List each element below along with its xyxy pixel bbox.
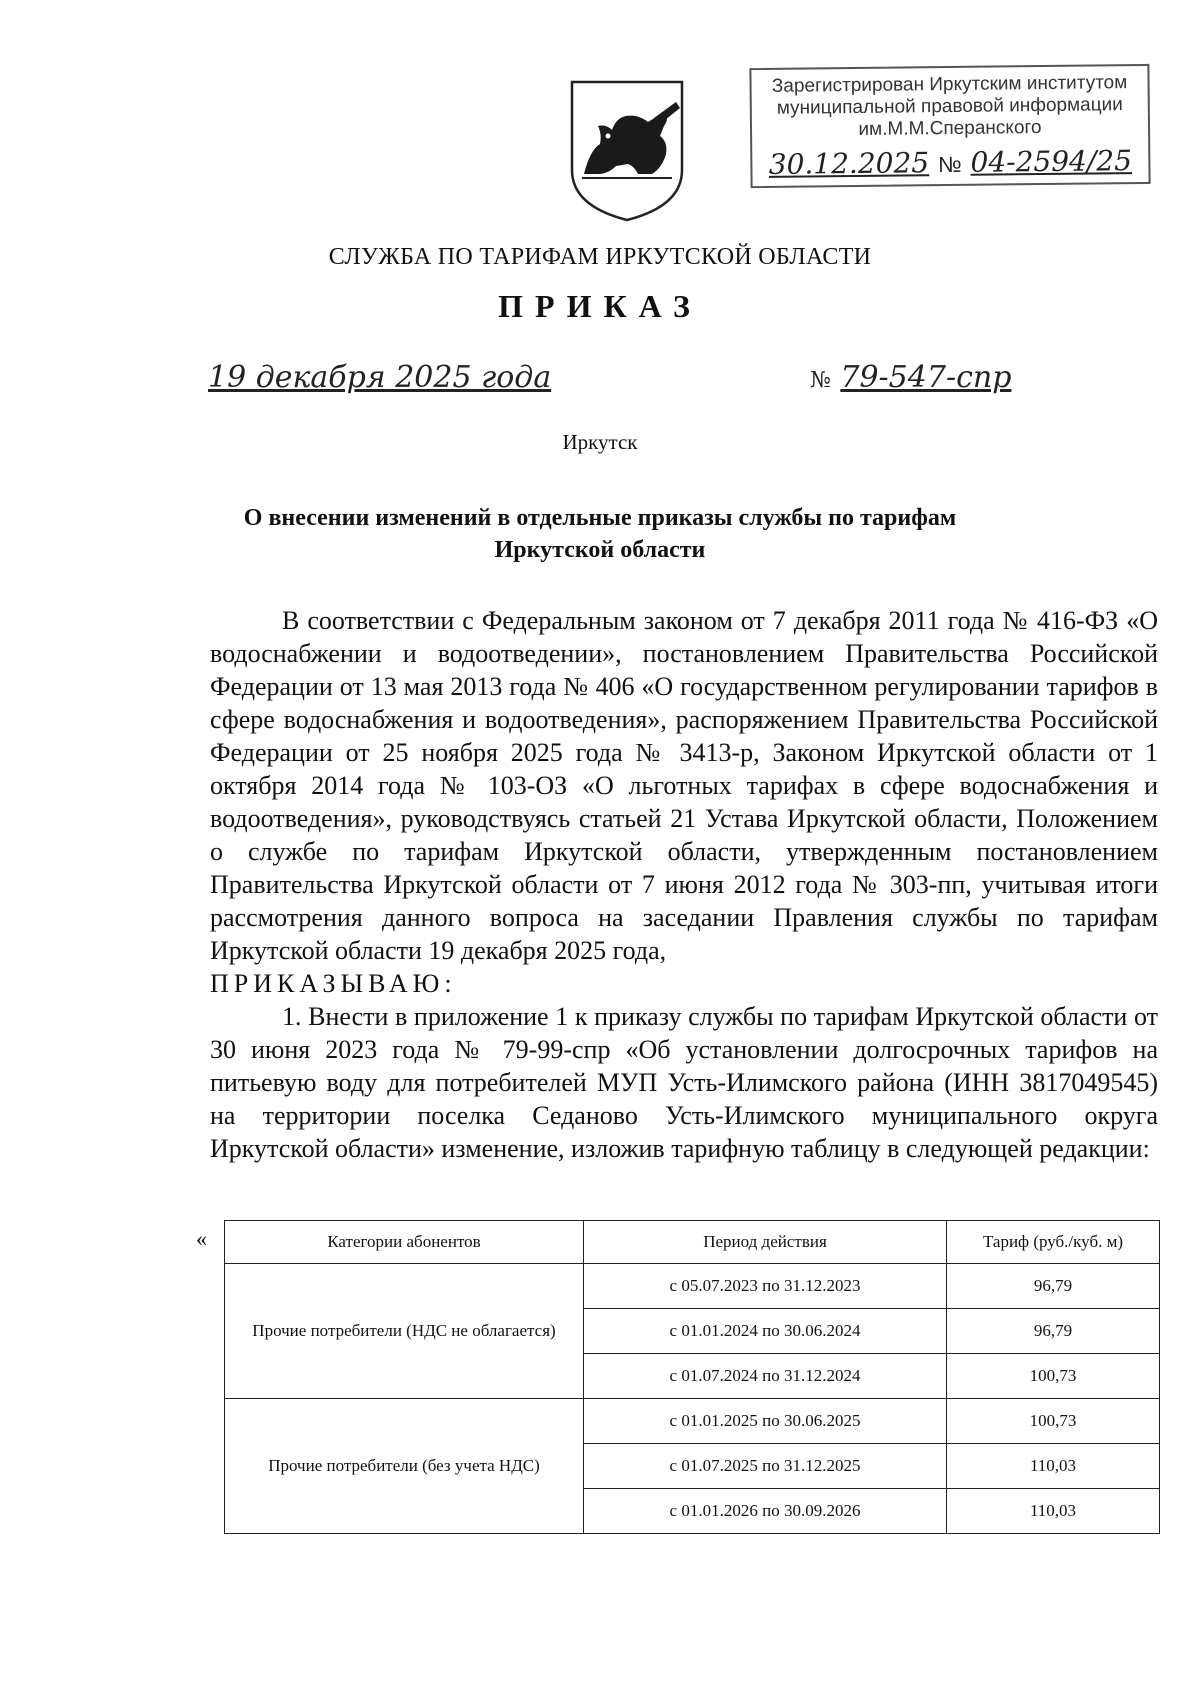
header-tariff: Тариф (руб./куб. м): [947, 1221, 1160, 1264]
tariff-cell: 100,73: [947, 1354, 1160, 1399]
tariff-cell: 96,79: [947, 1264, 1160, 1309]
stamp-line-1: Зарегистрирован Иркутским институтом: [771, 72, 1128, 97]
table-header-row: [225, 1221, 1160, 1264]
tariff-cell: 110,03: [947, 1444, 1160, 1489]
category-cell: Прочие потребители (без учета НДС): [225, 1399, 584, 1534]
stamp-handwritten-date: 30.12.2025: [768, 146, 930, 181]
handwritten-order-date: 19 декабря 2025 года: [208, 360, 552, 395]
period-cell: с 01.01.2025 по 30.06.2025: [584, 1399, 947, 1444]
stamp-line-3: им.М.М.Сперанского: [858, 117, 1042, 140]
tariff-table: [224, 1220, 1160, 1534]
stamp-line-2: муниципальной правовой информации: [776, 94, 1123, 119]
tariff-cell: 96,79: [947, 1309, 1160, 1354]
opening-quote-mark: «: [196, 1226, 207, 1251]
stamp-handwritten-row: [752, 144, 1148, 181]
period-cell: с 01.01.2024 по 30.06.2024: [584, 1309, 947, 1354]
handwritten-order-number: 79-547-спр: [840, 360, 1012, 395]
table-row: [225, 1264, 1160, 1309]
item-1-paragraph: 1. Внести в приложение 1 к приказу службы по тарифам Иркутской области от 30 июня 2023 года № 79-99-спр «Об установлении долгосрочных тарифов на питьевую воду для потребителей МУП Усть-Илимского района (ИНН 3817049545) на территории поселка Седаново Усть-Илимского муниципального округа Иркутской области» изменение, изложив тарифную таблицу в следующей редакции:: [210, 1002, 1158, 1163]
stamp-number-label: №: [937, 151, 962, 178]
registration-stamp: [749, 64, 1150, 188]
order-number: [810, 360, 1011, 395]
document-body: [210, 604, 1158, 1165]
tariff-cell: 100,73: [947, 1399, 1160, 1444]
period-cell: с 05.07.2023 по 31.12.2023: [584, 1264, 947, 1309]
period-cell: с 01.07.2024 по 31.12.2024: [584, 1354, 947, 1399]
order-number-label: №: [810, 368, 831, 393]
preamble-paragraph: В соответствии с Федеральным законом от 7 декабря 2011 года № 416-ФЗ «О водоснабжении и водоотведении», постановлением Правительства Российской Федерации от 13 мая 2013 года № 406 «О государственном регулировании тарифов в сфере водоснабжения и водоотведения», распоряжением Правительства Российской Федерации от 25 ноября 2025 года № 3413-р, Законом Иркутской области от 1 октября 2014 года № 103-ОЗ «О льготных тарифах в сфере водоснабжения и водоотведения», руководствуясь статьей 21 Устава Иркутской области, Положением о службе по тарифам Иркутской области, утвержденным постановлением Правительства Иркутской области от 7 июня 2012 года № 303-пп, учитывая итоги рассмотрения данного вопроса на заседании Правления службы по тарифам Иркутской области 19 декабря 2025 года,: [210, 606, 1158, 965]
category-cell: Прочие потребители (НДС не облагается): [225, 1264, 584, 1399]
period-cell: с 01.07.2025 по 31.12.2025: [584, 1444, 947, 1489]
tariff-cell: 110,03: [947, 1489, 1160, 1534]
stamp-handwritten-number: 04-2594/25: [970, 144, 1133, 179]
document-type: ПРИКАЗ: [498, 288, 702, 324]
header-category: Категории абонентов: [225, 1221, 584, 1264]
city-name: Иркутск: [562, 430, 638, 454]
table-row: [225, 1399, 1160, 1444]
document-title: О внесении изменений в отдельные приказы службы по тарифам Иркутской области: [243, 505, 957, 563]
order-word: ПРИКАЗЫВАЮ:: [210, 969, 457, 998]
header-period: Период действия: [584, 1221, 947, 1264]
coat-of-arms-emblem: [568, 78, 686, 223]
agency-name: СЛУЖБА ПО ТАРИФАМ ИРКУТСКОЙ ОБЛАСТИ: [328, 244, 872, 270]
period-cell: с 01.01.2026 по 30.09.2026: [584, 1489, 947, 1534]
